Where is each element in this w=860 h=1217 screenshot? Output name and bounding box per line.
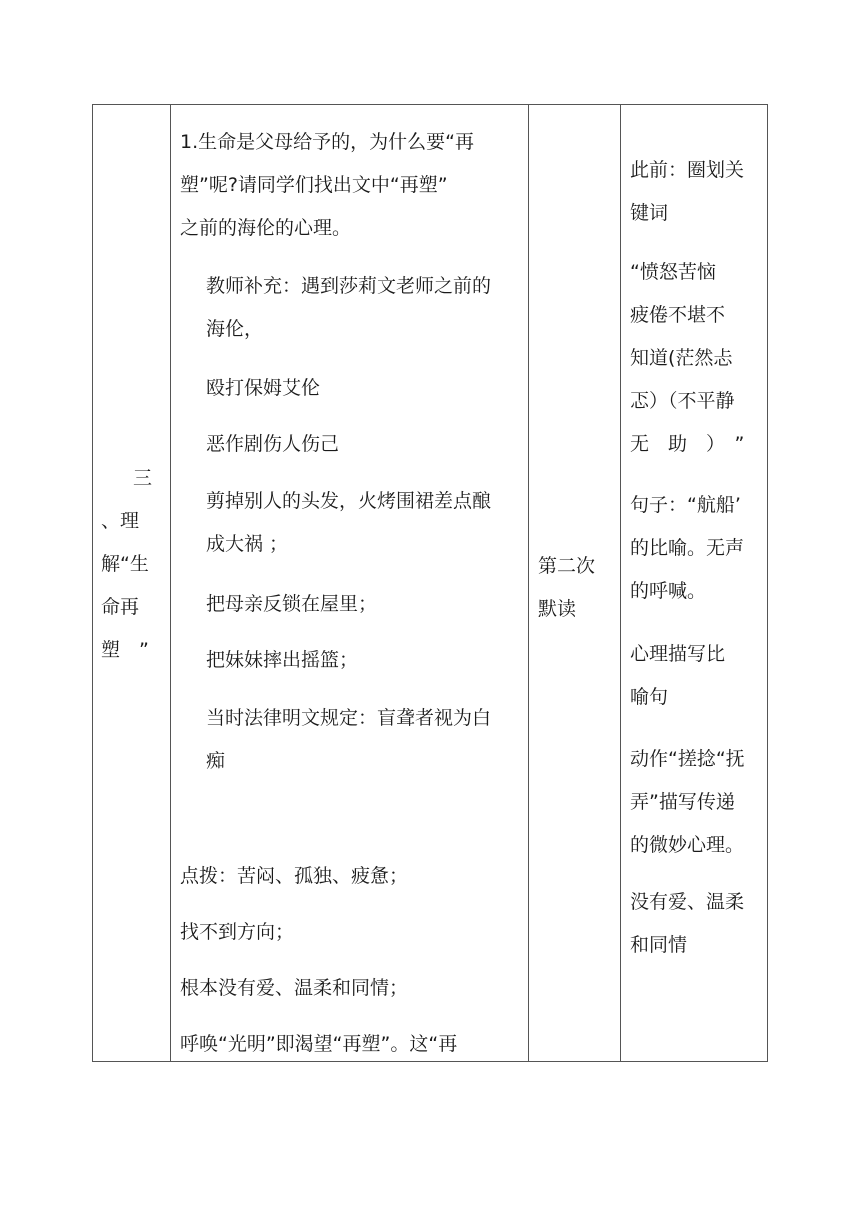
supplement-line: 海伦， bbox=[206, 318, 264, 340]
method-line: 默读 bbox=[538, 598, 577, 620]
notes-column bbox=[620, 105, 767, 1061]
behavior-item: 殴打保姆艾伦 bbox=[206, 377, 321, 399]
question-line: 1.生命是父母给予的，为什么要“再 bbox=[180, 131, 474, 153]
method-line: 第二次 bbox=[538, 555, 596, 577]
guidance-line: 呼唤“光明”即渴望“再塑”。这“再 bbox=[180, 1033, 458, 1055]
lesson-plan-table bbox=[92, 104, 768, 1062]
behavior-item: 痴 bbox=[206, 750, 226, 772]
note-line: 无 助 ） ” bbox=[630, 433, 745, 455]
note-line: 疲倦不堪不 bbox=[630, 304, 726, 326]
behavior-item: 把妹妹摔出摇篮； bbox=[206, 649, 359, 671]
method-column bbox=[528, 105, 621, 1061]
note-line: 忑）（不平静 bbox=[630, 390, 735, 412]
step-column bbox=[93, 105, 171, 1061]
step-line: 、理 bbox=[101, 510, 140, 532]
note-line: 弄”描写传递 bbox=[630, 791, 735, 813]
step-line: 命再 bbox=[101, 596, 140, 618]
note-line: 心理描写比 bbox=[630, 643, 726, 665]
note-line: 的微妙心理。 bbox=[630, 834, 745, 856]
step-line: 三 bbox=[133, 467, 153, 489]
guidance-line: 根本没有爱、温柔和同情； bbox=[180, 977, 409, 999]
note-line: 动作“搓捻“抚 bbox=[630, 748, 745, 770]
step-line: 塑 ” bbox=[101, 639, 149, 661]
note-line: 的呼喊。 bbox=[630, 580, 707, 602]
content-column bbox=[170, 105, 529, 1061]
note-line: 没有爱、温柔 bbox=[630, 891, 745, 913]
behavior-item: 把母亲反锁在屋里； bbox=[206, 593, 378, 615]
note-line: “愤怒苦恼 bbox=[630, 261, 716, 283]
note-line: 键词 bbox=[630, 202, 669, 224]
question-line: 之前的海伦的心理。 bbox=[180, 217, 352, 239]
guidance-line: 找不到方向； bbox=[180, 921, 295, 943]
step-line: 解“生 bbox=[101, 553, 149, 575]
behavior-item: 成大祸 ； bbox=[206, 533, 289, 555]
behavior-item: 当时法律明文规定：盲聋者视为白 bbox=[206, 707, 492, 729]
guidance-line: 点拨：苦闷、孤独、疲惫； bbox=[180, 865, 409, 887]
question-line: 塑”呢?请同学们找出文中“再塑” bbox=[180, 174, 448, 196]
behavior-item: 恶作剧伤人伤己 bbox=[206, 433, 340, 455]
note-line: 此前：圈划关 bbox=[630, 159, 745, 181]
supplement-line: 教师补充：遇到莎莉文老师之前的 bbox=[206, 275, 492, 297]
note-line: 知道(茫然忐 bbox=[630, 347, 733, 369]
note-line: 的比喻。无声 bbox=[630, 537, 745, 559]
note-line: 句子：“航船’ bbox=[630, 494, 741, 516]
note-line: 和同情 bbox=[630, 934, 688, 956]
behavior-item: 剪掉别人的头发，火烤围裙差点酿 bbox=[206, 490, 492, 512]
note-line: 喻句 bbox=[630, 686, 669, 708]
